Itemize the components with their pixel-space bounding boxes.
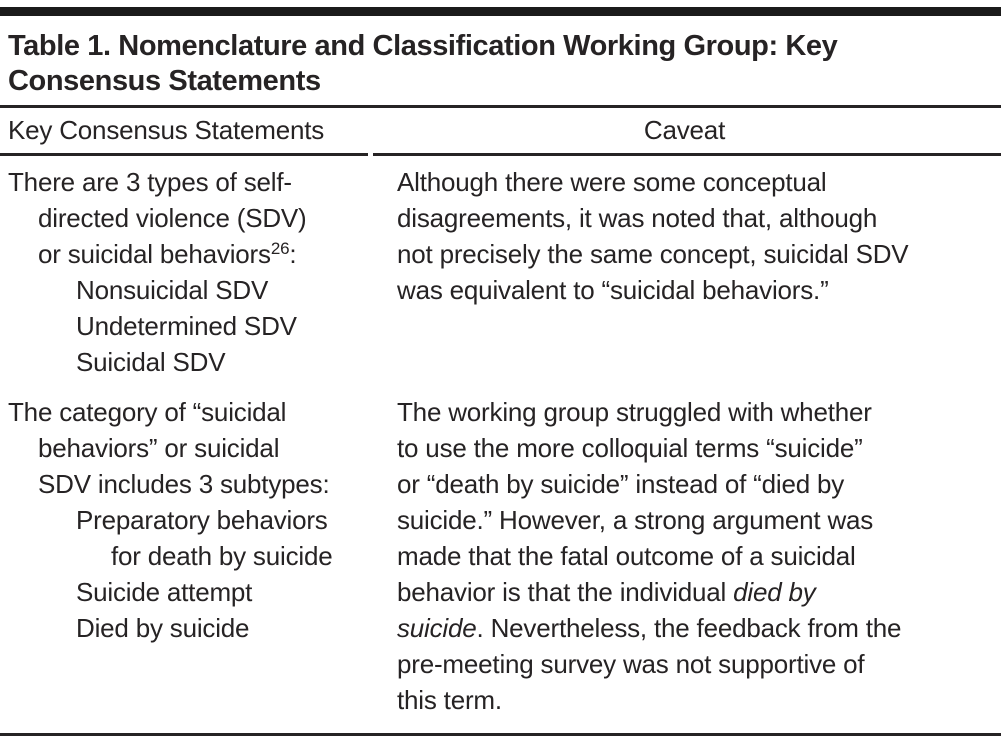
italic-text: died by bbox=[733, 577, 816, 607]
text-segment: or “death by suicide” instead of “died by bbox=[397, 469, 845, 499]
caveat-line bbox=[397, 502, 997, 538]
caveat-line bbox=[397, 574, 997, 610]
text-segment: . Nevertheless, the feedback from the bbox=[476, 613, 902, 643]
text-segment: : bbox=[289, 239, 297, 269]
statement-line bbox=[76, 610, 368, 646]
text-segment: The category of “suicidal bbox=[8, 397, 287, 427]
table-header-row bbox=[0, 108, 1001, 153]
caveat-cell bbox=[368, 164, 1001, 308]
caveat-line bbox=[397, 682, 997, 718]
rule-under-header-left-segment bbox=[0, 153, 368, 156]
caveat-line bbox=[397, 538, 997, 574]
statement-cell bbox=[0, 164, 368, 380]
text-segment: this term. bbox=[397, 685, 502, 715]
superscript-reference: 26 bbox=[270, 239, 290, 258]
text-segment: behavior is that the individual bbox=[397, 577, 734, 607]
statement-line bbox=[76, 502, 368, 538]
text-segment: Nonsuicidal SDV bbox=[76, 275, 269, 305]
text-segment: or suicidal behaviors bbox=[38, 239, 271, 269]
table-top-rule bbox=[0, 7, 1001, 16]
text-segment: Suicide attempt bbox=[76, 577, 253, 607]
statement-line bbox=[76, 272, 368, 308]
text-segment: There are 3 types of self- bbox=[8, 167, 292, 197]
caveat-line bbox=[397, 466, 997, 502]
table-body bbox=[0, 156, 1001, 718]
text-segment: Undetermined SDV bbox=[76, 311, 297, 341]
text-segment: Died by suicide bbox=[76, 613, 250, 643]
text-segment: to use the more colloquial terms “suicide” bbox=[397, 433, 863, 463]
column-header-caveat: Caveat bbox=[643, 115, 726, 145]
statement-line bbox=[38, 430, 368, 466]
statement-cell bbox=[0, 394, 368, 646]
text-segment: Suicidal SDV bbox=[76, 347, 226, 377]
caveat-cell bbox=[368, 394, 1001, 718]
text-segment: behaviors” or suicidal bbox=[38, 433, 280, 463]
text-segment: suicide.” However, a strong argument was bbox=[397, 505, 874, 535]
italic-text: suicide bbox=[397, 613, 477, 643]
text-segment: Although there were some conceptual bbox=[397, 167, 827, 197]
statement-line bbox=[38, 466, 368, 502]
caveat-line bbox=[397, 430, 997, 466]
text-segment: disagreements, it was noted that, although bbox=[397, 203, 878, 233]
table-title: Table 1. Nomenclature and Classification Working Group: Key Consensus Statements bbox=[8, 30, 838, 97]
text-segment: was equivalent to “suicidal behaviors.” bbox=[397, 275, 829, 305]
text-segment: Preparatory behaviors bbox=[76, 505, 328, 535]
table-bottom-rule bbox=[0, 733, 1001, 736]
statement-line bbox=[38, 200, 368, 236]
text-segment: SDV includes 3 subtypes: bbox=[38, 469, 330, 499]
text-segment: pre-meeting survey was not supportive of bbox=[397, 649, 865, 679]
text-segment: directed violence (SDV) bbox=[38, 203, 307, 233]
rule-under-header-right-segment bbox=[373, 153, 1001, 156]
caveat-line bbox=[397, 272, 997, 308]
statement-line bbox=[76, 308, 368, 344]
table-row bbox=[0, 380, 1001, 718]
text-segment: The working group struggled with whether bbox=[397, 397, 872, 427]
caveat-line bbox=[397, 646, 997, 682]
caveat-line bbox=[397, 610, 997, 646]
column-header-statements: Key Consensus Statements bbox=[8, 115, 325, 145]
caveat-line bbox=[397, 200, 997, 236]
statement-line bbox=[76, 574, 368, 610]
statement-line bbox=[76, 344, 368, 380]
caveat-line bbox=[397, 394, 997, 430]
table-row bbox=[0, 156, 1001, 380]
statement-line bbox=[111, 538, 368, 574]
statement-line bbox=[8, 394, 368, 430]
text-segment: for death by suicide bbox=[111, 541, 333, 571]
text-segment: not precisely the same concept, suicidal SDV bbox=[397, 239, 909, 269]
statement-line bbox=[8, 164, 368, 200]
statement-line bbox=[38, 236, 368, 272]
caveat-line bbox=[397, 164, 997, 200]
rule-under-header bbox=[0, 153, 1001, 156]
caveat-line bbox=[397, 236, 997, 272]
text-segment: made that the fatal outcome of a suicidal bbox=[397, 541, 856, 571]
